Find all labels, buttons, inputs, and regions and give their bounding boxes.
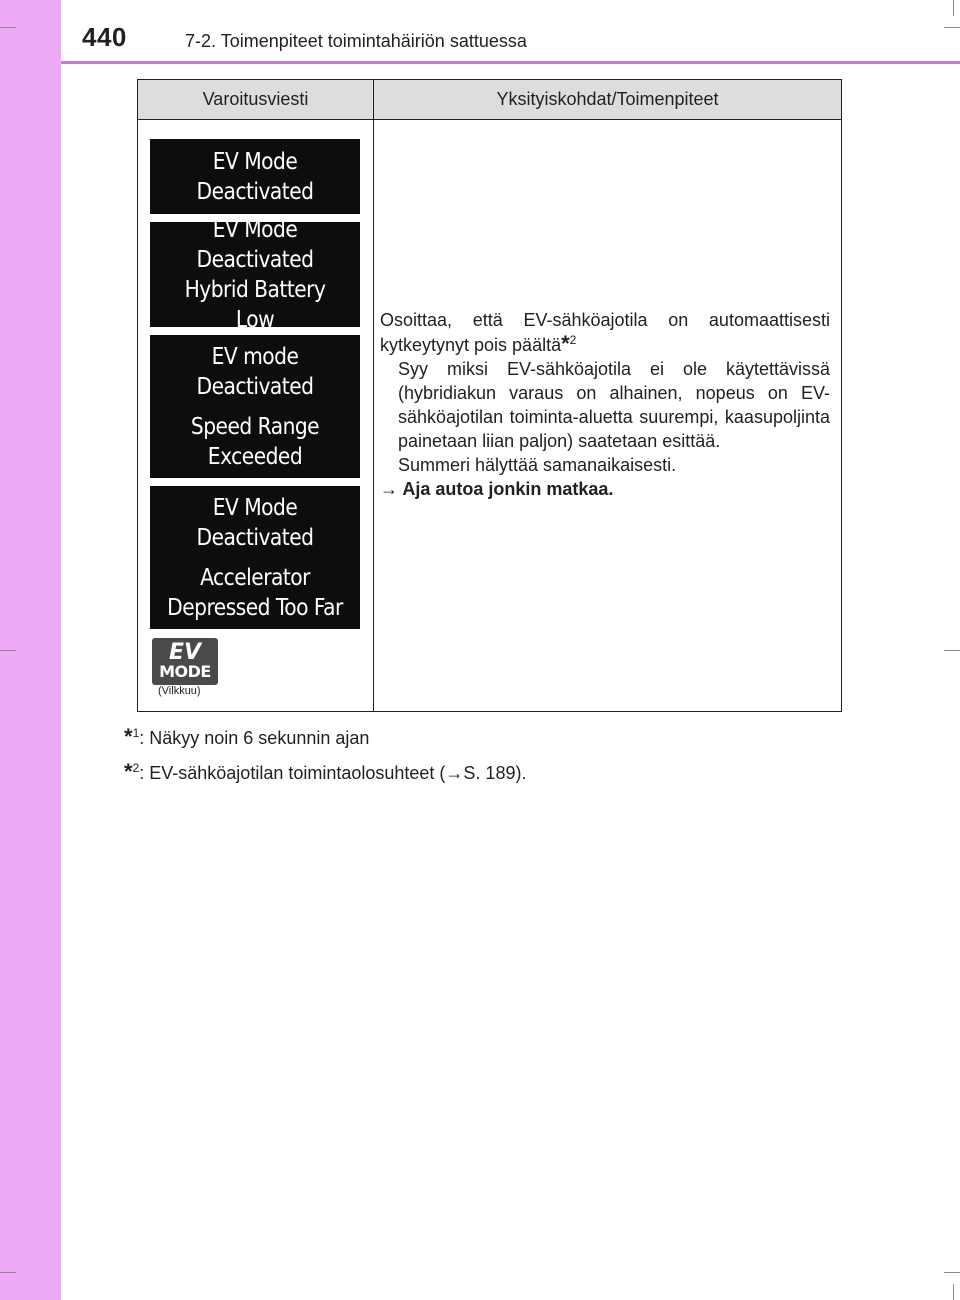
crop-mark [944,650,960,651]
display-line: Depressed Too Far [167,594,343,621]
display-line: EV Mode [212,148,298,175]
crop-mark [0,1272,16,1273]
blink-caption: (Vilkkuu) [158,685,201,697]
details-buzzer: Summeri hälyttää samanaikaisesti. [398,455,677,475]
details-action: → Aja autoa jonkin matkaa. [380,479,614,499]
footnote-1: *$^1$: Näkyy noin 6 sekunnin ajan [124,724,370,749]
column-divider [373,80,374,711]
display-line: Speed Range [190,413,320,440]
crop-mark [953,0,954,16]
page-number: 440 [82,22,127,52]
table-header-row [138,80,841,120]
display-line: EV Mode [212,494,298,521]
footnote-2: *$^2$: EV-sähköajotilan toimintaolosuhteet (→S. 189). [124,759,527,784]
crop-mark [0,27,16,28]
warning-message-table [137,79,842,712]
display-ev-mode-deactivated [150,139,360,214]
crop-mark [0,650,16,651]
details-text [380,308,830,501]
section-title: 7-2. Toimenpiteet toimintahäiriön sattuessa [185,31,527,51]
display-line: Deactivated [196,524,314,551]
details-reason: Syy miksi EV-sähköajotila ei ole käytettävissä (hybridiakun varaus on alhainen, nopeus on EV-sähköajotilan toiminta-aluetta suurempi, kaasupoljinta painetaan liian paljon) saatetaan esittää. [398,359,830,451]
details-intro: Osoittaa, että EV-sähköajotila on automaattisesti kytkeytynyt pois päältä*$^2$ [380,310,830,356]
display-line: EV mode [211,343,299,370]
crop-mark [953,1284,954,1300]
header-details-actions: Yksityiskohdat/Toimenpiteet [496,89,719,109]
display-accelerator-depressed [150,486,360,629]
display-line: EV Mode [212,216,298,243]
display-hybrid-battery-low [150,216,360,333]
display-line: Exceeded [207,443,303,470]
header-rule [61,61,960,64]
ev-mode-icon [152,638,218,685]
crop-mark [944,27,960,28]
display-line: Deactivated [196,373,314,400]
ev-icon-bottom: MODE [159,661,211,681]
display-speed-range-exceeded [150,335,360,478]
header-warning-message: Varoitusviesti [202,89,309,109]
arrow-icon: → [380,479,398,499]
display-line: Deactivated [196,178,314,205]
ev-icon-top: EV [168,639,202,665]
display-line: Deactivated [196,246,314,273]
display-line: Accelerator [200,564,310,591]
crop-mark [944,1272,960,1273]
display-line: Hybrid Battery Low [184,276,326,333]
